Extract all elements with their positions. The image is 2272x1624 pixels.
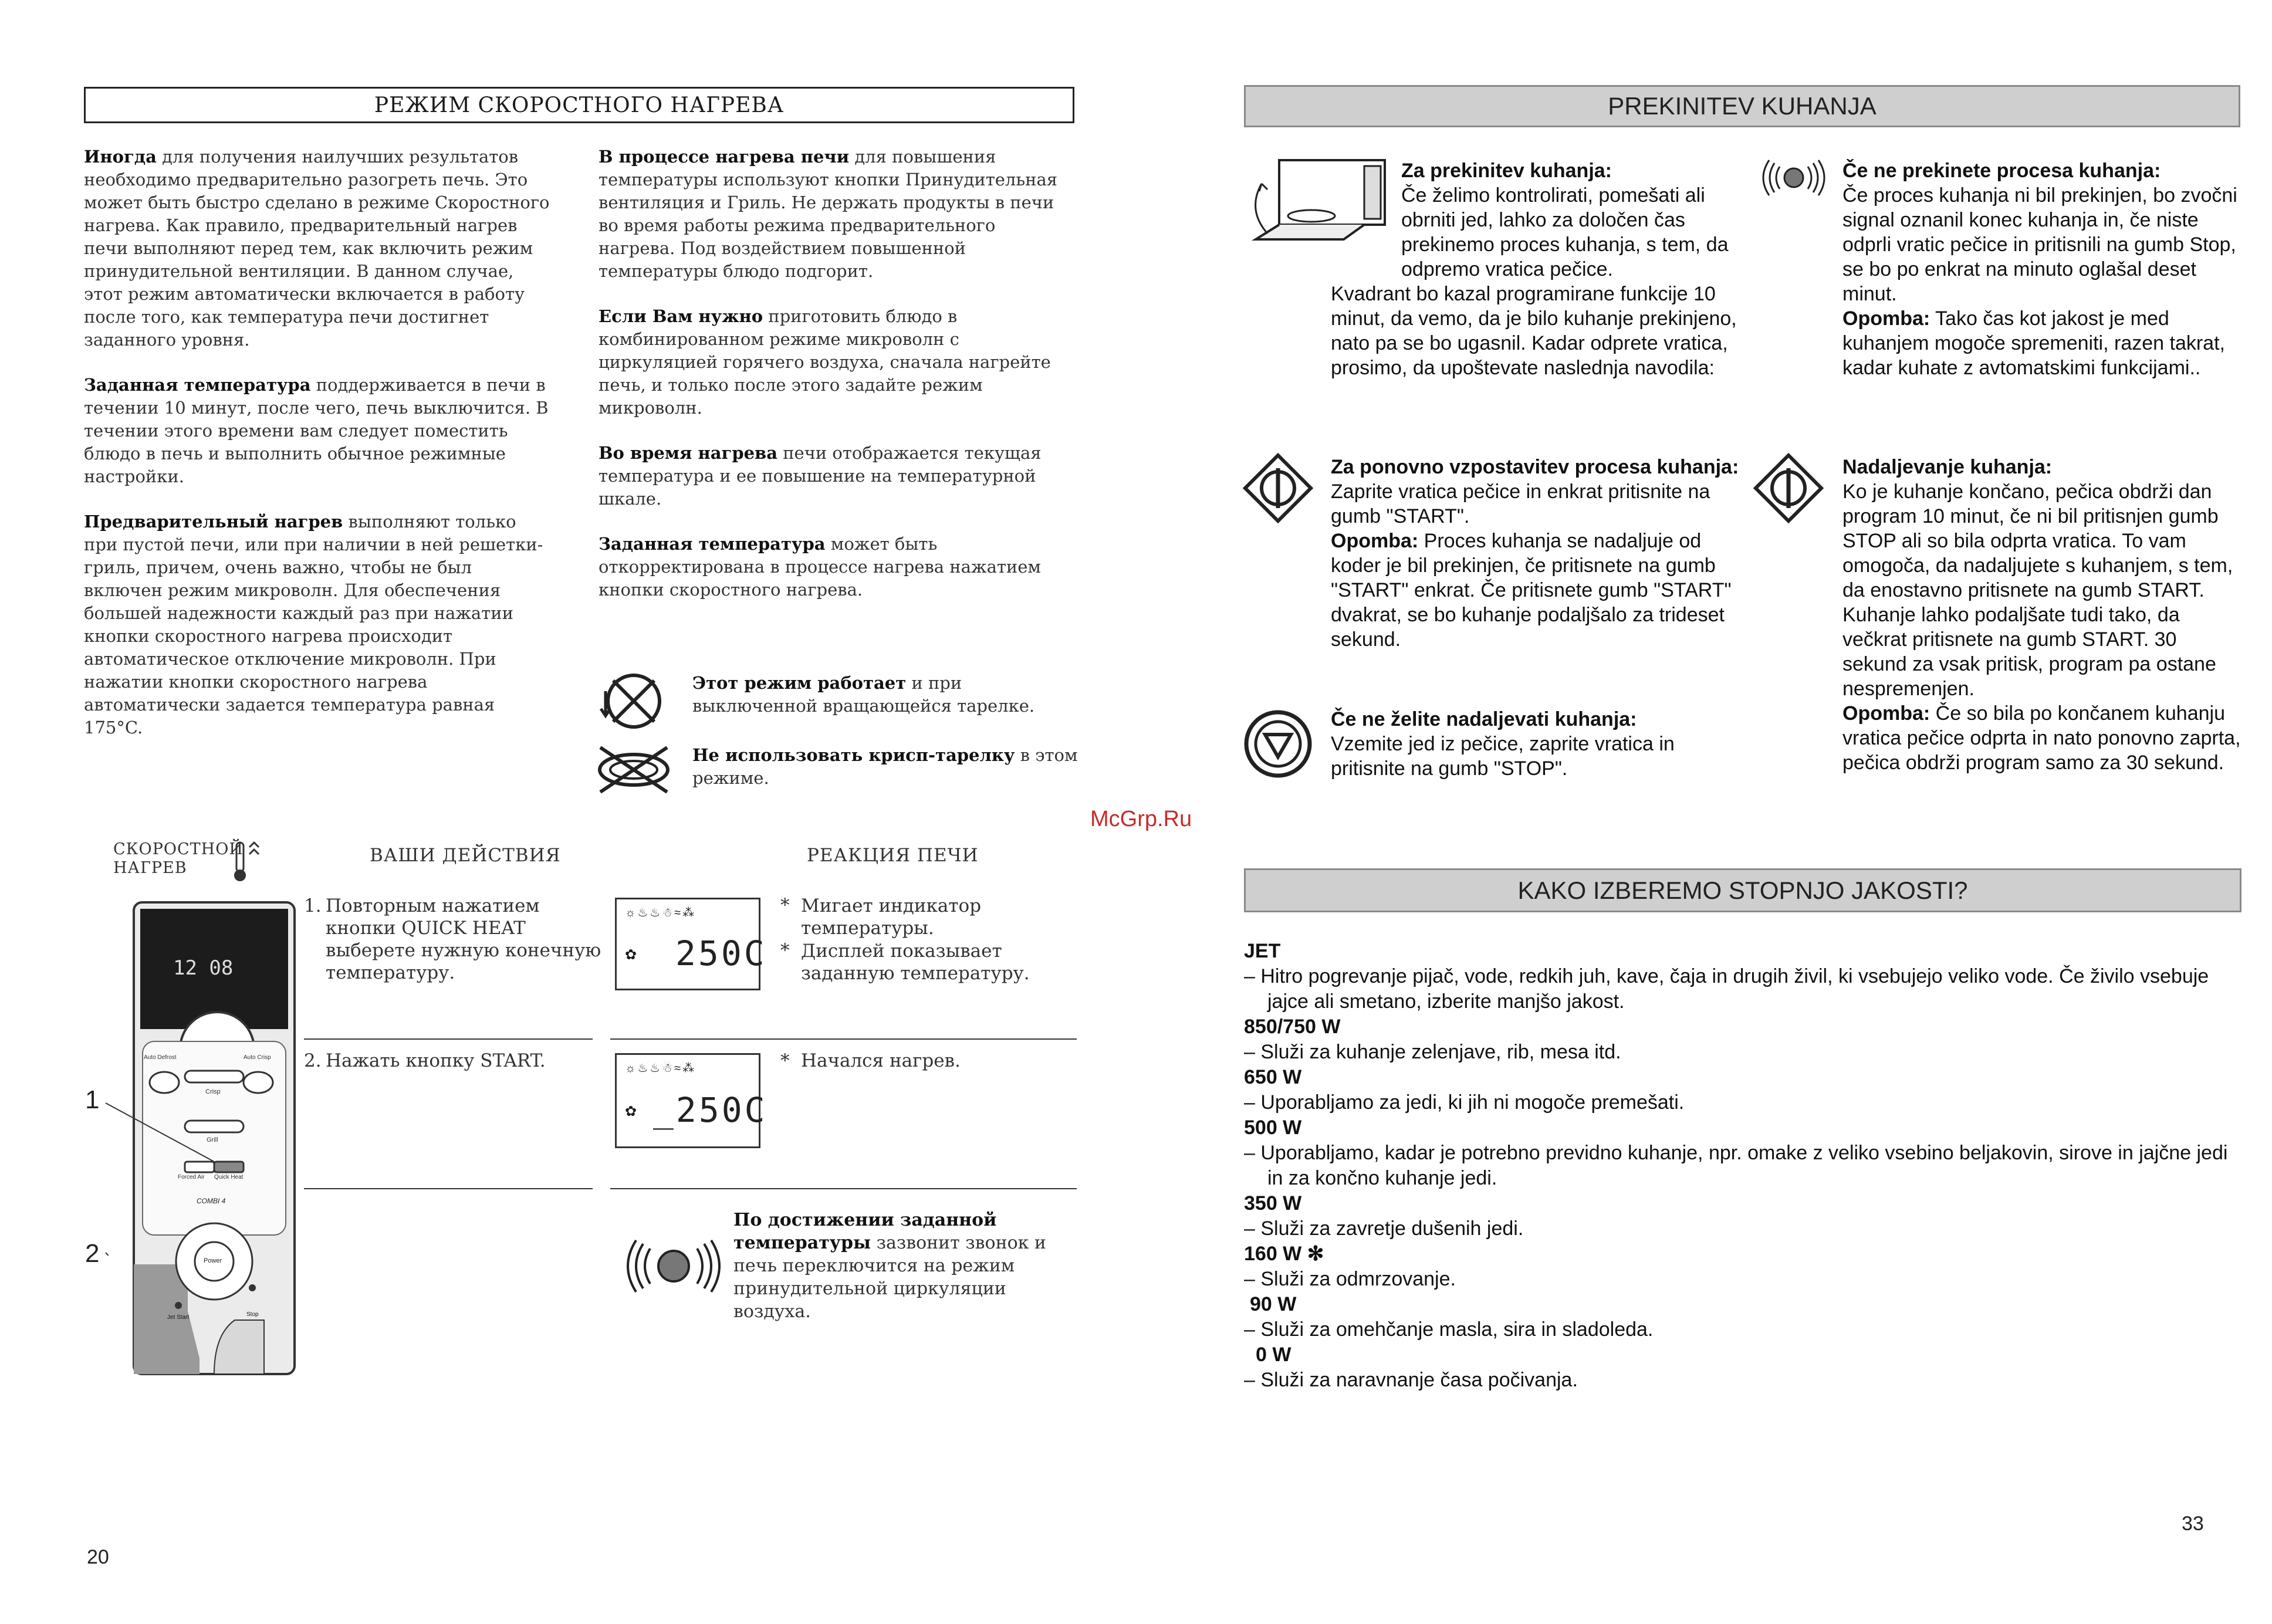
divider	[610, 1038, 1077, 1040]
response2: Начался нагрев.	[801, 1050, 961, 1071]
open-oven-icon	[1244, 157, 1391, 245]
level-heading: 850/750 W	[1244, 1016, 1341, 1038]
level-heading: 90 W	[1250, 1293, 1297, 1315]
bell-sound-icon-small	[1759, 158, 1828, 197]
panel-display-time: 12 08	[173, 956, 234, 980]
callout-lines	[100, 1097, 217, 1256]
bold-lead: Если Вам нужно	[599, 306, 763, 326]
section-c-note: Proces kuhanja se nadaljuje od koder je bil prekinjen, če pritisnete na gumb "START" enkrat. Če pritisnete gumb "START" dvakrat, se bo kuhanje podaljšalo za trideset sekund.	[1331, 530, 1732, 651]
response1b: Дисплей показывает заданную температуру.	[801, 940, 1030, 984]
step2-text: Нажать кнопку START.	[326, 1050, 546, 1071]
stop-label: Stop	[246, 1311, 259, 1318]
lcd-display-2	[615, 1053, 768, 1148]
divider	[304, 1188, 593, 1189]
level-heading: 350 W	[1244, 1192, 1302, 1214]
callout-2: 2	[85, 1239, 100, 1268]
step1-number: 1.	[304, 895, 322, 916]
lcd1-icons: ☼♨♨☃≈⁂	[625, 906, 697, 919]
section-c	[1331, 455, 1742, 652]
mode-label-line2: НАГРЕВ	[113, 859, 187, 877]
level-text: – Hitro pogrevanje pijač, vode, redkih juh, kave, čaja in drugih živil, ki vsebujejo veliko vode. Če živilo vsebuje jajce ali smetano, izberite manjšo jakost.	[1244, 965, 2209, 1013]
left-col2	[599, 146, 1074, 601]
bold-lead: В процессе нагрева печи	[599, 147, 850, 167]
no-turntable-icon	[599, 668, 669, 732]
section-d-title: Nadaljevanje kuhanja:	[1842, 456, 2053, 478]
response1a: Мигает индикатор температуры.	[801, 895, 982, 939]
section-b-note: Tako čas kot jakost je med kuhanjem mogoče spremeniti, razen takrat, kadar kuhate z avtomatskimi funkcijami..	[1842, 307, 2225, 379]
level-heading: JET	[1244, 940, 1281, 962]
jet-start-label: Jet Start	[167, 1314, 190, 1321]
callout-1: 1	[85, 1085, 100, 1114]
left-page-number: 20	[87, 1546, 109, 1568]
thermometer-icon	[232, 840, 261, 884]
bullet: *	[780, 895, 790, 916]
level-heading: 0 W	[1256, 1344, 1291, 1366]
paragraph-text: приготовить блюдо в комбинированном режиме микроволн с циркуляцией горячего воздуха, сначала нагрейте печь, и только после этого задайте режим микроволн.	[599, 306, 1051, 418]
left-title: РЕЖИМ СКОРОСТНОГО НАГРЕВА	[374, 93, 785, 117]
level-text: – Služi za naravnanje časa počivanja.	[1244, 1369, 1578, 1391]
section-a-text: Če želimo kontrolirati, pomešati ali obrniti jed, lahko za določen čas prekinemo proces kuhanja, s tem, da odpremo vratica pečice.	[1401, 184, 1729, 280]
grill-label: Grill	[207, 1136, 218, 1143]
bold-lead: Во время нагрева	[599, 443, 777, 463]
section-e-text: Vzemite jed iz pečice, zaprite vratica in pritisnite na gumb "STOP".	[1331, 733, 1675, 780]
bullet: *	[780, 1050, 790, 1071]
note-crisp-plate	[692, 744, 1080, 790]
section-b	[1842, 158, 2241, 380]
left-col2-p1	[599, 146, 1074, 283]
left-col1-p3	[84, 510, 553, 739]
forced-air-label: Forced Air	[178, 1174, 205, 1180]
left-title-box	[84, 87, 1074, 123]
level-text: – Služi za odmrzovanje.	[1244, 1268, 1456, 1290]
section-b-text: Če proces kuhanja ni bil prekinjen, bo zvočni signal oznanil konec kuhanja in, če niste odprli vratic pečice in pritisnili na gumb Stop, se bo po enkrat na minuto oglašal deset minut.	[1842, 184, 2237, 305]
section-a-title: Za prekinitev kuhanja:	[1401, 160, 1612, 182]
section-a	[1401, 158, 1742, 282]
section-d-note: Če so bila po končanem kuhanju vratica pečice odprta in nato ponovno zaprta, pečica obdrži program samo za 30 sekund.	[1842, 702, 2241, 774]
crisp-label: Crisp	[205, 1088, 221, 1095]
note-turntable	[692, 672, 1080, 718]
section-e	[1331, 707, 1742, 781]
section-d	[1842, 455, 2241, 775]
final-note	[733, 1209, 1086, 1323]
right-title1-bar	[1244, 85, 2240, 127]
note-text: и при выключенной вращающейся тарелке.	[692, 673, 1035, 716]
paragraph-text: поддерживается в печи в течении 10 минут, после чего, печь выключится. В течении этого времени вам следует поместить блюдо в печь и выполнить обычное режимные настройки.	[84, 375, 549, 486]
no-crisp-plate-icon	[596, 740, 672, 799]
left-col1-p1	[84, 146, 553, 351]
final-note-text: зазвонит звонок и печь переключится на режим принудительной циркуляции воздуха.	[733, 1233, 1046, 1322]
lcd2-value: _250C	[653, 1090, 768, 1130]
note-label: Opomba:	[1331, 530, 1419, 552]
level-heading: 160 W	[1244, 1243, 1302, 1265]
bold-lead: Этот режим работает	[692, 673, 907, 693]
mode-label	[113, 840, 244, 878]
lcd-display-1	[615, 898, 767, 990]
section-a-text2: Kvadrant bo kazal programirane funkcije 10 minut, da vemo, da je bilo kuhanje prekinjeno, nato pa se bo ugasnil. Kadar odprete vratica, prosimo, da upoštevate naslednja navodila:	[1331, 283, 1737, 379]
paragraph-text: для получения наилучших результатов необходимо предварительно разогреть печь. Это может быть быстро сделано в режиме Скоростного нагрева. Как правило, предварительный нагрев печи выполняют перед тем, как включить режим принудительной вентиляции. В данном случае, этот режим автоматически включается в работу после того, как температура печи достигнет заданного уровня.	[84, 147, 550, 350]
note-text: в этом режиме.	[692, 745, 1078, 788]
right-page-number: 33	[2182, 1513, 2204, 1535]
bell-sound-icon	[621, 1238, 726, 1294]
bold-lead: Иногда	[84, 147, 157, 167]
defrost-icon: ✻	[1307, 1243, 1324, 1265]
divider	[610, 1188, 1077, 1189]
left-col1-p2	[84, 374, 553, 488]
level-text: – Uporabljamo, kadar je potrebno previdno kuhanje, npr. omake z veliko vsebino beljakovin, sirove in jajčne jedi in za končno kuhanje jedi.	[1244, 1142, 2228, 1189]
col-header-actions: ВАШИ ДЕЙСТВИЯ	[370, 845, 561, 866]
power-levels-list	[1244, 939, 2241, 1393]
col-header-response: РЕАКЦИЯ ПЕЧИ	[807, 845, 979, 866]
step2-number: 2.	[304, 1050, 322, 1071]
bold-lead: Заданная температура	[84, 375, 311, 395]
section-b-title: Če ne prekinete procesa kuhanja:	[1842, 160, 2161, 182]
bold-lead: Не использовать крисп-тарелку	[692, 745, 1015, 765]
lcd1-value: 250C	[675, 933, 767, 973]
bold-lead: Заданная температура	[599, 534, 826, 554]
level-heading: 650 W	[1244, 1066, 1302, 1088]
lcd2-fan-icon: ✿	[625, 1104, 637, 1119]
step1-text: Повторным нажатием кнопки QUICK HEAT выберете нужную конечную температуру.	[326, 895, 601, 983]
power-label: Power	[204, 1257, 222, 1264]
right-title1: PREKINITEV KUHANJA	[1608, 92, 1877, 120]
combi-label: COMBI 4	[197, 1197, 226, 1205]
paragraph-text: печи отображается текущая температура и ее повышение на температурной шкале.	[599, 443, 1042, 509]
section-c-text: Zaprite vratica pečice in enkrat pritisnite na gumb "START".	[1331, 481, 1710, 527]
left-col2-p3	[599, 442, 1074, 510]
left-col2-p4	[599, 533, 1074, 601]
mode-label-line1: СКОРОСТНОЙ	[113, 840, 244, 858]
watermark: McGrp.Ru	[1090, 807, 1192, 831]
lcd1-fan-icon: ✿	[625, 948, 637, 963]
bold-lead: Предварительный нагрев	[84, 512, 343, 532]
left-col1	[84, 146, 553, 739]
bold-lead: По достижении заданной температуры	[733, 1210, 997, 1253]
bullet: *	[780, 940, 790, 961]
lcd2-icons: ☼♨♨☃≈⁂	[625, 1062, 697, 1075]
paragraph-text: может быть откорректирована в процессе нагрева нажатием кнопки скоростного нагрева.	[599, 534, 1041, 600]
level-heading: 500 W	[1244, 1116, 1302, 1139]
start-icon	[1243, 453, 1313, 523]
level-text: – Služi za kuhanje zelenjave, rib, mesa itd.	[1244, 1041, 1621, 1063]
auto-defrost-label: Auto Defrost	[144, 1054, 177, 1061]
stop-icon	[1243, 709, 1313, 779]
auto-crisp-label: Auto Crisp	[244, 1054, 271, 1061]
level-text: – Služi za omehčanje masla, sira in sladoleda.	[1244, 1318, 1654, 1341]
section-e-title: Če ne želite nadaljevati kuhanja:	[1331, 708, 1637, 730]
left-col2-p2	[599, 305, 1074, 419]
divider	[304, 1038, 593, 1040]
level-text: – Služi za zavretje dušenih jedi.	[1244, 1217, 1524, 1240]
paragraph-text: для повышения температуры используют кнопки Принудительная вентиляция и Гриль. Не держать продукты в печи во время работы режима предварительного нагрева. Под воздействием повышенной температуры блюдо подгорит.	[599, 147, 1058, 281]
right-title2-bar	[1244, 868, 2241, 912]
section-c-title: Za ponovno vzpostavitev procesa kuhanja:	[1331, 456, 1739, 478]
note-label: Opomba:	[1842, 307, 1930, 330]
start-icon-2	[1753, 453, 1824, 523]
quick-heat-label: Quick Heat	[214, 1174, 244, 1180]
level-text: – Uporabljamo za jedi, ki jih ni mogoče premešati.	[1244, 1091, 1685, 1114]
section-d-text: Ko je kuhanje končano, pečica obdrži dan program 10 minut, če ni bil pritisnjen gumb STOP ali so bila odprta vratica. To vam omogoča, da nadaljujete s kuhanjem, s tem, da enostavno pritisnete na gumb START. Kuhanje lahko podaljšate tudi tako, da večkrat pritisnete na gumb START. 30 sekund za vsak pritisk, program pa ostane nespremenjen.	[1842, 481, 2233, 700]
paragraph-text: выполняют только при пустой печи, или при наличии в ней решетки-гриль, причем, очень важно, чтобы не был включен режим микроволн. Для обеспечения большей надежности каждый раз при нажатии кнопки скоростного нагрева происходит автоматическое отключение микроволн. При нажатии кнопки скоростного нагрева автоматически задается температура равная 175°C.	[84, 512, 543, 737]
note-label: Opomba:	[1842, 702, 1930, 725]
right-title2: KAKO IZBEREMO STOPNJO JAKOSTI?	[1517, 876, 1968, 904]
